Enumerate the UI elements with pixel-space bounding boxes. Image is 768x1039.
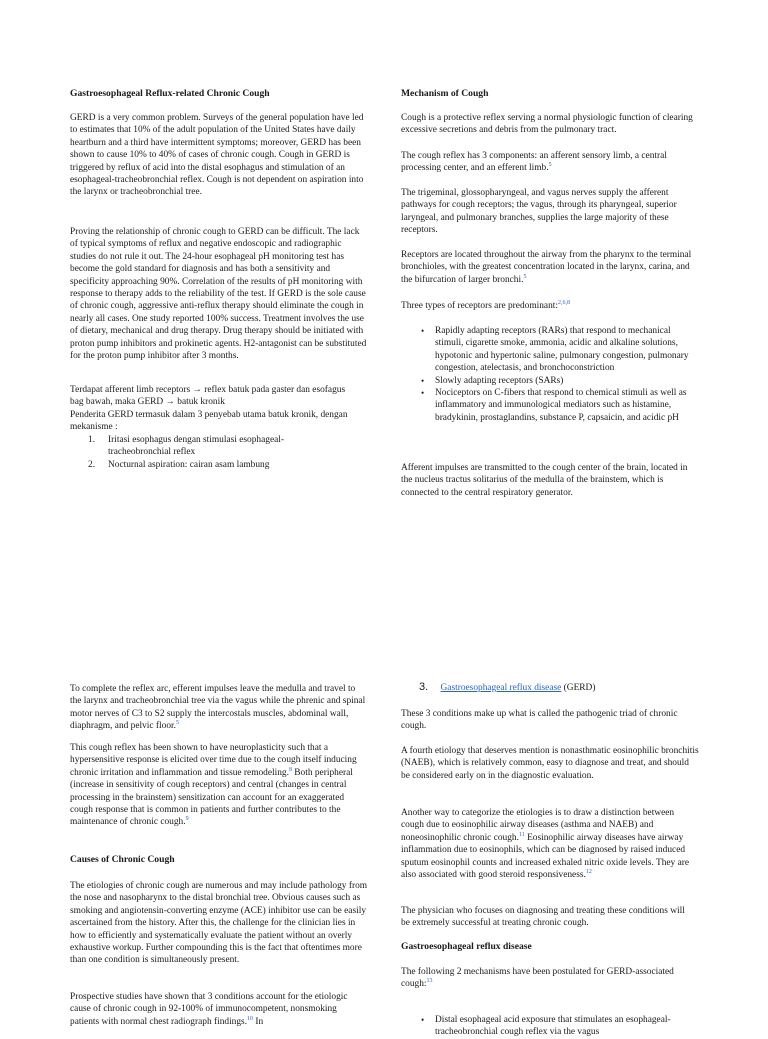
section-title-mechanism: Mechanism of Cough [401,88,489,99]
list-item [70,434,368,459]
reference-link[interactable]: 5 [175,720,179,727]
list-item: • Nociceptors on C-fibers that respond to chemical stimuli as well as inflammatory and immunological mediators such as histamine, bradykinin, prostaglandins, substance P, capsaicin, and acidic pH [401,387,699,424]
list-item: • Slowly adapting receptors (SARs) [401,375,699,387]
list-number: 3. [419,681,429,693]
bullet-list [401,325,699,424]
paragraph: To complete the reflex arc, efferent impulses leave the medulla and travel to the larynx and tracheobronchial tree via the vagus while the phrenic and spinal motor nerves of C3 to S2 supply the intercostals muscles, abdominal wall, diaphragm, and pelvic floor.$^5$ [70,684,366,732]
paragraph: The following 2 mechanisms have been postulated for GERD-associated cough:$^{13}$ [401,967,674,990]
paragraph: Three types of receptors are predominant:$^{2,6,8}$ [401,299,570,311]
paragraph: Receptors are located throughout the airway from the pharynx to the terminal bronchioles, with the greatest concentration located in the larynx, carina, and the bifurcation of larger bronchi.$^5$ [401,250,692,285]
numbered-item-3: 3. Gastroesophageal reflux disease (GERD) [419,681,596,693]
paragraph: These 3 conditions make up what is called the pathogenic triad of chronic cough. [401,709,678,732]
paragraph: The cough reflex has 3 components: an afferent sensory limb, a central processing center, and an efferent limb.$^5$ [401,151,667,174]
reference-link[interactable]: 2,6,8 [557,299,570,306]
reference-link[interactable]: 5 [523,273,527,280]
paragraph: GERD is a very common problem. Surveys of the general population have led to estimates that 10% of the adult population of the United States have daily heartburn and a third have intermittent symptoms; moreover, GERD has been shown to cause 10% to 40% of cases of chronic cough. Cough in GERD is triggered by reflux of acid into the distal esophagus and stimulation of an esophageal-tracheobronchial reflex. Cough is not dependent on aspiration into the larynx or tracheobronchial tree. [70,113,364,198]
paragraph: Proving the relationship of chronic cough to GERD can be difficult. The lack of typical symptoms of reflux and negative endoscopic and radiographic studies do not rule it out. The 24-hour esophageal pH monitoring test has become the gold standard for diagnosis and has both a sensitivity and specificity approaching 90%. Correlation of the results of pH monitoring with response to therapy adds to the reliability of the test. If GERD is the sole cause of chronic cough, aggressive anti-reflux therapy should eliminate the cough in nearly all cases. One study reported 100% success. Treatment involves the use of dietary, mechanical and drug therapy. Drug therapy should be initiated with proton pump inhibitors and prokinetic agents. H2-antagonist can be substituted for the proton pump inhibitor after 3 months. [70,227,367,362]
list-item-text: Iritasi esophagus dengan stimulasi esophageal-tracheobronchial reflex [108,435,284,458]
reference-link[interactable]: 8 [288,766,292,773]
left-top-column [70,88,368,470]
list-item: • Rapidly adapting receptors (RARs) that respond to mechanical stimuli, cigarette smoke, ammonia, acidic and alkaline solutions, hypotonic and hypertonic saline, pulmonary congestion, pulmonary congestion, atelectasis, and bronchoconstriction [401,325,699,375]
paragraph: This cough reflex has been shown to have neuroplasticity such that a hypersensitive response is elicited over time due to the cough itself inducing chronic irritation and inflammation and tissue remodeling.$^8$ Both peripheral (increase in sensitivity of cough receptors) and central (changes in central processing in the brainstem) sensitization can account for an exaggerated cough response that is common in patients and further contributes to the maintenance of chronic cough.$^9$ [70,743,357,828]
paragraph: The etiologies of chronic cough are numerous and may include pathology from the nose and nasopharynx to the distal bronchial tree. Obvious causes such as smoking and angiotensin-converting enzyme (ACE) inhibitor use can be easily ascertained from the history. After this, the challenge for the clinician lies in how to efficiently and systematically evaluate the patient without an overly exhaustive workup. Further compounding this is the fact that oftentimes more than one condition is simultaneously present. [70,881,368,966]
list-item [70,459,368,471]
bullet-list [401,1014,699,1039]
reference-link[interactable]: 5 [548,162,552,169]
reference-link[interactable]: 10 [247,1015,254,1022]
gerd-link[interactable]: Gastroesophageal reflux disease [440,683,562,693]
list-item: • Distal esophageal acid exposure that stimulates an esophageal-tracheobronchial cough reflex via the vagus [401,1014,699,1039]
list-number: 2. [88,459,96,470]
paragraph: The trigeminal, glossopharyngeal, and vagus nerves supply the afferent pathways for cough receptors; the vagus, through its pharyngeal, superior laryngeal, and pulmonary branches, supplies the large majority of these receptors. [401,188,677,236]
paragraph: Terdapat afferent limb receptors → reflex batuk pada gaster dan esofagus bag bawah, maka GERD → batuk kronik [70,385,346,408]
numbered-list [70,434,368,471]
section-title-gerd-cough: Gastroesophageal Reflux-related Chronic Cough [70,88,270,99]
reference-link[interactable]: 11 [518,831,525,838]
paragraph: A fourth etiology that deserves mention is nonasthmatic eosinophilic bronchitis (NAEB), which is relatively common, easy to diagnose and treat, and should be considered early on in the diagnostic evaluation. [401,746,699,781]
reference-link[interactable]: 12 [585,868,592,875]
paragraph: Cough is a protective reflex serving a normal physiologic function of clearing excessive secretions and debris from the pulmonary tract. [401,113,693,136]
right-top-column [401,88,699,498]
paragraph: Another way to categorize the etiologies is to draw a distinction between cough due to eosinophilic airway diseases (asthma and NAEB) and noneosinophilic chronic cough.$^{11}$ Eosinophilic airway diseases have airway inflammation due to eosinophils, which can be diagnosed by raised induced sputum eosinophil counts and increased exhaled nitric oxide levels. They are also associated with good steroid responsiveness.$^{12}$ [401,808,690,881]
reference-link[interactable]: 9 [185,816,189,823]
paragraph: The physician who focuses on diagnosing and treating these conditions will be extremely successful at treating chronic cough. [401,906,685,929]
paragraph: Prospective studies have shown that 3 conditions account for the etiologic cause of chronic cough in 92-100% of immunocompetent, nonsmoking patients with normal chest radiograph findings.$^{10}$ In [70,992,348,1027]
list-item-text: Nocturnal aspiration: cairan asam lambung [108,459,270,470]
paragraph: Afferent impulses are transmitted to the cough center of the brain, located in the nucleus tractus solitarius of the medulla of the brainstem, which is connected to the central respiratory generator. [401,463,688,498]
section-title-gerd: Gastroesophageal reflux disease [401,941,532,952]
list-number: 1. [88,435,96,445]
reference-link[interactable]: 13 [426,978,433,985]
section-title-causes: Causes of Chronic Cough [70,854,175,865]
paragraph: Penderita GERD termasuk dalam 3 penyebab utama batuk kronik, dengan mekanisme : [70,410,348,433]
